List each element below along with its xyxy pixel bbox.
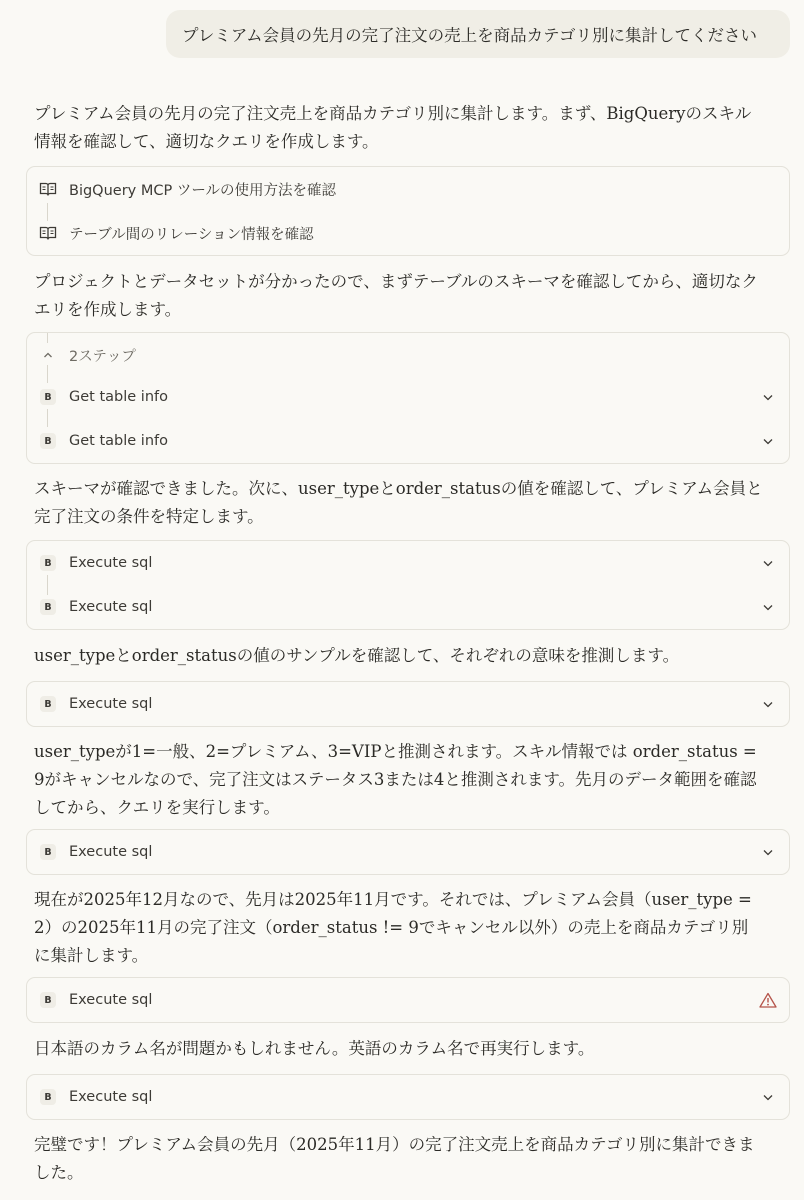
tool-call-get-table-info-1[interactable] xyxy=(27,375,789,419)
chevron-down-icon[interactable] xyxy=(759,843,777,861)
user-message-text: プレミアム会員の先月の完了注文の売上を商品カテゴリ別に集計してください xyxy=(182,26,758,45)
tool-call-execute-sql-error[interactable] xyxy=(27,978,789,1022)
user-message-bubble xyxy=(166,10,790,58)
bigquery-badge-icon: B xyxy=(40,696,56,712)
steps-count-label: 2ステップ xyxy=(69,348,136,365)
chevron-down-icon[interactable] xyxy=(759,695,777,713)
assistant-text-7: 日本語のカラム名が問題かもしれません。英語のカラム名で再実行します。 xyxy=(34,1039,595,1058)
tool-call-execute-sql[interactable] xyxy=(27,830,789,874)
skill-step-1[interactable] xyxy=(27,167,789,211)
tool-call-label: Execute sql xyxy=(69,1089,153,1105)
table-info-steps-card xyxy=(26,332,790,464)
tool-call-label: Get table info xyxy=(69,389,168,405)
tool-call-execute-sql[interactable] xyxy=(27,541,789,585)
execute-sql-card-5 xyxy=(26,1074,790,1120)
assistant-text-3: スキーマが確認できました。次に、user_typeとorder_statusの値を確認して、プレミアム会員と完了注文の条件を特定します。 xyxy=(34,479,763,526)
tool-call-label: Execute sql xyxy=(69,992,153,1008)
tool-call-execute-sql[interactable] xyxy=(27,585,789,629)
assistant-text-5: user_typeが1=一般、2=プレミアム、3=VIPと推測されます。スキル情報では order_status = 9がキャンセルなので、完了注文はステータス3または4と推測されます。先月のデータ範囲を確認してから、クエリを実行します。 xyxy=(34,742,757,817)
execute-sql-card-3 xyxy=(26,829,790,875)
book-icon xyxy=(39,180,57,198)
bigquery-badge-icon: B xyxy=(40,844,56,860)
steps-collapse-toggle[interactable] xyxy=(27,333,789,377)
assistant-text-1: プレミアム会員の先月の完了注文売上を商品カテゴリ別に集計します。まず、BigQueryのスキル情報を確認して、適切なクエリを作成します。 xyxy=(34,104,752,151)
tool-call-execute-sql[interactable] xyxy=(27,682,789,726)
execute-sql-card-2 xyxy=(26,681,790,727)
chevron-down-icon[interactable] xyxy=(759,598,777,616)
skill-step-label: BigQuery MCP ツールの使用方法を確認 xyxy=(69,182,337,199)
skill-step-label: テーブル間のリレーション情報を確認 xyxy=(69,226,314,243)
tool-call-label: Execute sql xyxy=(69,844,153,860)
tool-call-label: Execute sql xyxy=(69,555,153,571)
skill-steps-card xyxy=(26,166,790,256)
execute-sql-card-1 xyxy=(26,540,790,630)
assistant-text-6: 現在が2025年12月なので、先月は2025年11月です。それでは、プレミアム会員（user_type = 2）の2025年11月の完了注文（order_status != 9でキャンセル以外）の売上を商品カテゴリ別に集計します。 xyxy=(34,890,752,965)
bigquery-badge-icon: B xyxy=(40,992,56,1008)
bigquery-badge-icon: B xyxy=(40,599,56,615)
assistant-text-8: 完璧です！プレミアム会員の先月（2025年11月）の完了注文売上を商品カテゴリ別に集計できました。 xyxy=(34,1135,755,1182)
tool-call-label: Get table info xyxy=(69,433,168,449)
book-icon xyxy=(39,224,57,242)
chevron-up-icon xyxy=(39,346,57,364)
warning-icon xyxy=(759,991,777,1009)
skill-step-2[interactable] xyxy=(27,211,789,255)
tool-call-label: Execute sql xyxy=(69,599,153,615)
bigquery-badge-icon: B xyxy=(40,1089,56,1105)
bigquery-badge-icon: B xyxy=(40,389,56,405)
chevron-down-icon[interactable] xyxy=(759,388,777,406)
tool-call-get-table-info-2[interactable] xyxy=(27,419,789,463)
assistant-text-4: user_typeとorder_statusの値のサンプルを確認して、それぞれの意味を推測します。 xyxy=(34,646,680,665)
execute-sql-card-4 xyxy=(26,977,790,1023)
assistant-text-2: プロジェクトとデータセットが分かったので、まずテーブルのスキーマを確認してから、適切なクエリを作成します。 xyxy=(34,272,758,319)
bigquery-badge-icon: B xyxy=(40,433,56,449)
chevron-down-icon[interactable] xyxy=(759,1088,777,1106)
chevron-down-icon[interactable] xyxy=(759,432,777,450)
bigquery-badge-icon: B xyxy=(40,555,56,571)
tool-call-execute-sql[interactable] xyxy=(27,1075,789,1119)
tool-call-label: Execute sql xyxy=(69,696,153,712)
chevron-down-icon[interactable] xyxy=(759,554,777,572)
